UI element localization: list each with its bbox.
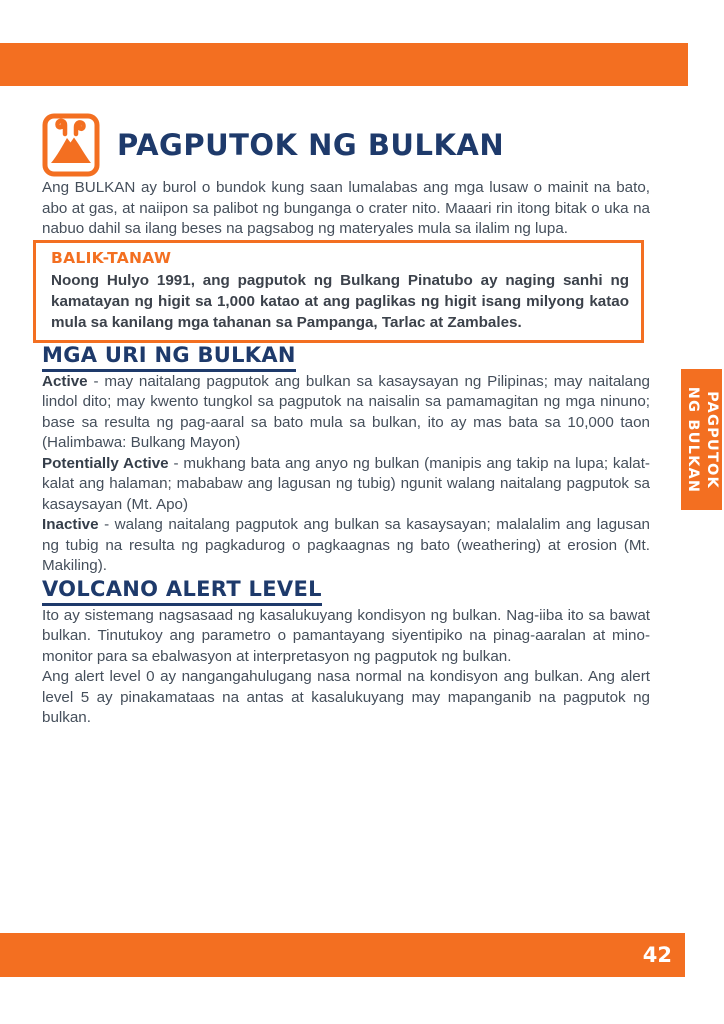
intro-paragraph: Ang BULKAN ay burol o bundok kung saan lumalabas ang mga lusaw o mainit na bato, abo at gas, at naiipon sa palibot ng bunganga o crater nito. Maaari rin itong bitak o uka na nabuo dahil sa ilang beses na pagsabog ng materyales mula sa ilalim ng lupa. [42,179,650,237]
balik-tanaw-body: Noong Hulyo 1991, ang pagputok ng Bulkang Pinatubo ay naging sanhi ng kamatayan ng higit sa 1,000 katao at ang paglikas ng higit isang milyong katao mula sa kanilang mga tahanan sa Pampanga, Tarlac at Zambales. [51,271,629,331]
volcano-type-desc: - walang naitalang pagputok ang bulkan sa kasaysayan; malalalim ang lagusan ng tubig na resulta ng pagkadurog o pagkaagnas ng bato (weathering) at erosion (Mt. Makiling). [42,516,650,574]
balik-tanaw-box [33,240,644,343]
page-content [42,112,650,729]
volcano-type-item-active [42,372,650,454]
side-tab [681,369,722,510]
section-heading-volcano-alert-level: VOLCANO ALERT LEVEL [42,577,650,606]
page-number: 42 [642,943,672,967]
volcano-type-desc: - may naitalang pagputok ang bulkan sa kasaysayan ng Pilipinas; may naitalang lindol dito; may kwento tungkol sa pagputok na naisalin sa pamamagitan ng mga ninuno; base sa resulta ng pag-aaral sa bato mula sa bulkan, ito ay mas bata sa 10,000 taon (Halimbawa: Bulkang Mayon) [42,372,650,451]
volcano-type-term: Potentially Active [42,454,169,472]
volcano-icon [42,113,100,177]
bottom-accent-bar [0,933,685,977]
volcano-type-item-potentially-active [42,454,650,516]
balik-tanaw-heading: BALIK-TANAW [51,248,172,267]
side-tab-line-2: NG BULKAN [684,386,701,493]
title-row [42,112,650,178]
side-tab-label [683,369,721,510]
side-tab-line-1: PAGPUTOK [703,390,720,489]
alert-paragraph-2: Ang alert level 0 ay nangangahulugang nasa normal na kondisyon ang bulkan. Ang alert level 5 ay pinakamataas na antas at kasalukuyang may mapanganib na pagputok ng bulkan. [42,668,650,726]
top-accent-bar [0,43,688,86]
page-title: PAGPUTOK NG BULKAN [117,128,505,162]
alert-paragraph-1: Ito ay sistemang nagsasaad ng kasalukuyang kondisyon ng bulkan. Nag-iiba ito sa bawat bulkan. Tinutukoy ang parametro o pamantayang siyentipiko na pinag-aaralan at mino-monitor para sa ebalwasyon at interpretasyon ng pagputok ng bulkan. [42,606,650,665]
volcano-type-term: Active [42,372,88,390]
volcano-type-term: Inactive [42,516,99,533]
section-heading-mga-uri: MGA URI NG BULKAN [42,343,650,372]
volcano-type-desc: - mukhang bata ang anyo ng bulkan (manipis ang takip na lupa; kalat-kalat ang halaman; mababaw ang lagusan ng tubig) ngunit walang naitalang pagputok sa kasaysayan (Mt. Apo) [42,454,650,513]
volcano-type-item-inactive [42,515,650,577]
